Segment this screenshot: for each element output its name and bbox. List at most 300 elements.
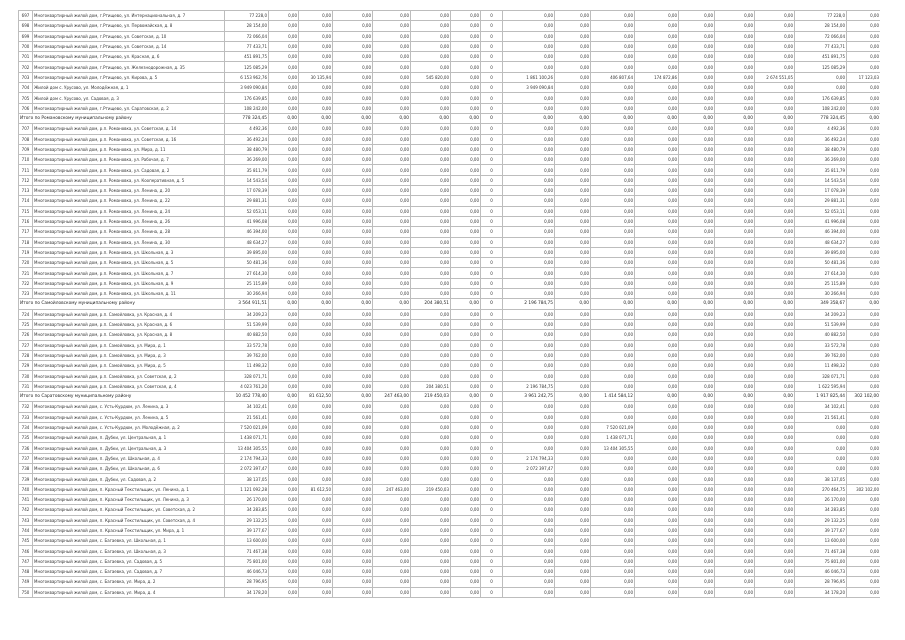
value-cell: 0 <box>481 391 503 401</box>
value-cell: 0,00 <box>715 422 755 432</box>
value-cell: 0,00 <box>269 31 299 41</box>
value-cell: 0,00 <box>755 206 795 216</box>
value-cell: 0,00 <box>333 319 373 329</box>
value-cell: 1 861 100,26 <box>503 72 555 82</box>
value-cell: 0 <box>481 227 503 237</box>
value-cell: 0,00 <box>555 72 591 82</box>
value-cell: 0,00 <box>451 391 481 401</box>
value-cell: 0,00 <box>333 443 373 453</box>
value-cell: 0,00 <box>755 52 795 62</box>
value-cell: 11 498,32 <box>225 361 269 371</box>
value-cell: 0,00 <box>555 83 591 93</box>
value-cell: 0,00 <box>299 381 333 391</box>
value-cell: 0,00 <box>847 299 881 309</box>
value-cell: 0 <box>481 381 503 391</box>
value-cell: 0,00 <box>635 577 679 587</box>
value-cell: 0,00 <box>715 237 755 247</box>
value-cell: 176 639,85 <box>795 93 847 103</box>
value-cell: 0,00 <box>503 505 555 515</box>
value-cell: 0,00 <box>755 31 795 41</box>
value-cell: 0,00 <box>755 165 795 175</box>
value-cell: 0 <box>481 247 503 257</box>
value-cell: 0,00 <box>411 422 451 432</box>
value-cell: 0,00 <box>503 124 555 134</box>
value-cell: 0,00 <box>679 433 715 443</box>
table-row <box>19 247 881 257</box>
value-cell: 0,00 <box>451 525 481 535</box>
value-cell: 0,00 <box>847 11 881 21</box>
value-cell: 0,00 <box>503 113 555 123</box>
value-cell: 0,00 <box>635 381 679 391</box>
value-cell: 0,00 <box>373 103 411 113</box>
value-cell: 0,00 <box>679 289 715 299</box>
value-cell: 247 463,00 <box>373 484 411 494</box>
table-row <box>19 268 881 278</box>
value-cell: 0,00 <box>333 371 373 381</box>
value-cell: 0 <box>481 278 503 288</box>
value-cell: 0,00 <box>795 433 847 443</box>
value-cell: 0,00 <box>451 216 481 226</box>
value-cell: 0,00 <box>679 93 715 103</box>
value-cell: 0,00 <box>299 371 333 381</box>
row-number: 735 <box>19 433 33 443</box>
table-row <box>19 464 881 474</box>
value-cell: 0,00 <box>847 402 881 412</box>
value-cell: 0,00 <box>715 11 755 21</box>
value-cell: 0,00 <box>411 515 451 525</box>
value-cell: 0,00 <box>555 134 591 144</box>
value-cell: 0,00 <box>411 196 451 206</box>
value-cell: 0,00 <box>373 515 411 525</box>
value-cell: 0,00 <box>715 31 755 41</box>
value-cell: 0,00 <box>715 155 755 165</box>
value-cell: 0,00 <box>755 268 795 278</box>
value-cell: 0,00 <box>555 124 591 134</box>
value-cell: 0,00 <box>333 433 373 443</box>
value-cell: 28 796,95 <box>795 577 847 587</box>
value-cell: 0,00 <box>755 309 795 319</box>
table-row <box>19 361 881 371</box>
value-cell: 0,00 <box>755 546 795 556</box>
value-cell: 0 <box>481 72 503 82</box>
value-cell: 36 269,00 <box>225 155 269 165</box>
value-cell: 0,00 <box>503 556 555 566</box>
value-cell: 0,00 <box>591 525 635 535</box>
value-cell: 0,00 <box>847 350 881 360</box>
value-cell: 0,00 <box>847 237 881 247</box>
value-cell: 0,00 <box>715 72 755 82</box>
value-cell: 0,00 <box>269 144 299 154</box>
value-cell: 0,00 <box>503 93 555 103</box>
section-total-row <box>19 391 881 401</box>
value-cell: 0,00 <box>591 62 635 72</box>
table-row <box>19 52 881 62</box>
value-cell: 0,00 <box>847 196 881 206</box>
address-cell: Многоквартирный жилой дом, р.п. Самойловка, ул. Мира, д. 5 <box>33 361 225 371</box>
address-cell: Многоквартирный жилой дом, п. Красный Текстильщик, ул. Советская, д. 2 <box>33 505 225 515</box>
value-cell: 0,00 <box>591 206 635 216</box>
address-cell: Многоквартирный жилой дом, г.Ртищево, ул. Саратовская, д. 2 <box>33 103 225 113</box>
value-cell: 0,00 <box>299 196 333 206</box>
value-cell: 0,00 <box>299 41 333 51</box>
value-cell: 0,00 <box>679 247 715 257</box>
value-cell: 75 801,00 <box>795 556 847 566</box>
value-cell: 2 174 794,33 <box>503 453 555 463</box>
value-cell: 17 078,39 <box>225 186 269 196</box>
value-cell: 0,00 <box>451 453 481 463</box>
value-cell: 0,00 <box>679 72 715 82</box>
value-cell: 0 <box>481 52 503 62</box>
value-cell: 0,00 <box>591 278 635 288</box>
value-cell: 0,00 <box>635 391 679 401</box>
value-cell: 0,00 <box>451 484 481 494</box>
value-cell: 0,00 <box>333 567 373 577</box>
value-cell: 0,00 <box>411 494 451 504</box>
value-cell: 0,00 <box>333 505 373 515</box>
row-number: 705 <box>19 93 33 103</box>
address-cell: Многоквартирный жилой дом, р.п. Романовка, ул. Школьная, д. 3 <box>33 247 225 257</box>
row-number: 710 <box>19 155 33 165</box>
value-cell: 0,00 <box>373 175 411 185</box>
address-cell: Многоквартирный жилой дом, с. Багаевка, ул. Садовая, д. 7 <box>33 567 225 577</box>
value-cell: 0,00 <box>411 371 451 381</box>
section-total-row <box>19 299 881 309</box>
value-cell: 0,00 <box>411 31 451 41</box>
value-cell: 0,00 <box>411 113 451 123</box>
value-cell: 0,00 <box>451 536 481 546</box>
value-cell: 0,00 <box>635 567 679 577</box>
address-cell: Многоквартирный жилой дом, р.п. Романовка, ул. Школьная, д. 7 <box>33 268 225 278</box>
value-cell: 0,00 <box>635 144 679 154</box>
value-cell: 39 895,00 <box>225 247 269 257</box>
value-cell: 0,00 <box>299 340 333 350</box>
value-cell: 0,00 <box>635 134 679 144</box>
value-cell: 0,00 <box>503 31 555 41</box>
value-cell: 0,00 <box>635 175 679 185</box>
value-cell: 0,00 <box>555 525 591 535</box>
value-cell: 0 <box>481 525 503 535</box>
value-cell: 27 614,30 <box>795 268 847 278</box>
value-cell: 0,00 <box>847 289 881 299</box>
value-cell: 48 634,27 <box>225 237 269 247</box>
value-cell: 0,00 <box>847 443 881 453</box>
value-cell: 34 209,23 <box>225 309 269 319</box>
address-cell: Многоквартирный жилой дом, р.п. Романовка, ул. Мира, д. 11 <box>33 144 225 154</box>
value-cell: 0,00 <box>503 443 555 453</box>
table-row <box>19 402 881 412</box>
value-cell: 0,00 <box>299 175 333 185</box>
value-cell: 0,00 <box>755 62 795 72</box>
value-cell: 0,00 <box>411 21 451 31</box>
value-cell: 0,00 <box>503 134 555 144</box>
value-cell: 0,00 <box>715 165 755 175</box>
value-cell: 0,00 <box>333 227 373 237</box>
value-cell: 0,00 <box>503 474 555 484</box>
value-cell: 46 394,00 <box>795 227 847 237</box>
value-cell: 0,00 <box>299 134 333 144</box>
value-cell: 0,00 <box>269 206 299 216</box>
value-cell: 0,00 <box>635 299 679 309</box>
value-cell: 30 135,94 <box>299 72 333 82</box>
value-cell: 3 961 242,75 <box>503 391 555 401</box>
value-cell: 0,00 <box>373 577 411 587</box>
value-cell: 0,00 <box>635 309 679 319</box>
value-cell: 0,00 <box>411 546 451 556</box>
value-cell: 0,00 <box>299 21 333 31</box>
value-cell: 0,00 <box>715 361 755 371</box>
value-cell: 51 539,99 <box>795 319 847 329</box>
value-cell: 0,00 <box>503 402 555 412</box>
table-row <box>19 453 881 463</box>
address-cell: Многоквартирный жилой дом, г.Ртищево, ул. Советская, д. 14 <box>33 41 225 51</box>
value-cell: 0,00 <box>591 402 635 412</box>
value-cell: 0,00 <box>715 402 755 412</box>
value-cell: 46 394,00 <box>225 227 269 237</box>
value-cell: 0,00 <box>451 62 481 72</box>
value-cell: 0,00 <box>333 124 373 134</box>
value-cell: 0,00 <box>269 474 299 484</box>
value-cell: 0 <box>481 494 503 504</box>
value-cell: 0,00 <box>333 289 373 299</box>
value-cell: 1 414 584,12 <box>591 391 635 401</box>
value-cell: 0,00 <box>847 505 881 515</box>
value-cell: 0,00 <box>715 62 755 72</box>
value-cell: 0,00 <box>755 484 795 494</box>
value-cell: 0,00 <box>333 299 373 309</box>
value-cell: 0,00 <box>635 474 679 484</box>
value-cell: 0,00 <box>503 433 555 443</box>
value-cell: 0,00 <box>847 412 881 422</box>
value-cell: 0,00 <box>591 577 635 587</box>
value-cell: 0,00 <box>299 206 333 216</box>
value-cell: 0,00 <box>503 330 555 340</box>
value-cell: 0,00 <box>503 361 555 371</box>
address-cell: Жилой дом с. Урусово, ул. Молодёжная, д. 1 <box>33 83 225 93</box>
value-cell: 0,00 <box>411 567 451 577</box>
value-cell: 778 324,45 <box>225 113 269 123</box>
address-cell: Многоквартирный жилой дом, п. Дубки, ул. Школьная, д. 4 <box>33 453 225 463</box>
value-cell: 0,00 <box>591 196 635 206</box>
value-cell: 0,00 <box>333 391 373 401</box>
value-cell: 21 561,41 <box>225 412 269 422</box>
value-cell: 0,00 <box>715 258 755 268</box>
value-cell: 0,00 <box>503 103 555 113</box>
value-cell: 0,00 <box>299 237 333 247</box>
value-cell: 0,00 <box>451 361 481 371</box>
value-cell: 0,00 <box>299 330 333 340</box>
value-cell: 1 438 071,71 <box>591 433 635 443</box>
value-cell: 0,00 <box>411 93 451 103</box>
value-cell: 2 196 784,75 <box>503 381 555 391</box>
address-cell: Многоквартирный жилой дом, р.п. Романовка, ул. Ленина, д. 26 <box>33 216 225 226</box>
value-cell: 0,00 <box>555 186 591 196</box>
value-cell: 0,00 <box>503 206 555 216</box>
value-cell: 0 <box>481 371 503 381</box>
value-cell: 0,00 <box>679 474 715 484</box>
value-cell: 0,00 <box>269 258 299 268</box>
value-cell: 0,00 <box>679 536 715 546</box>
value-cell: 0,00 <box>269 350 299 360</box>
value-cell: 0,00 <box>269 381 299 391</box>
value-cell: 0,00 <box>679 381 715 391</box>
value-cell: 0,00 <box>373 433 411 443</box>
value-cell: 0,00 <box>847 41 881 51</box>
value-cell: 0,00 <box>847 268 881 278</box>
row-number: 746 <box>19 546 33 556</box>
value-cell: 0,00 <box>847 319 881 329</box>
value-cell: 0 <box>481 556 503 566</box>
value-cell: 40 882,50 <box>225 330 269 340</box>
value-cell: 0,00 <box>299 515 333 525</box>
table-row <box>19 371 881 381</box>
value-cell: 0 <box>481 186 503 196</box>
value-cell: 0,00 <box>411 587 451 597</box>
value-cell: 0,00 <box>755 83 795 93</box>
value-cell: 0,00 <box>755 422 795 432</box>
value-cell: 0,00 <box>635 258 679 268</box>
value-cell: 0,00 <box>679 402 715 412</box>
value-cell: 0,00 <box>795 464 847 474</box>
value-cell: 0,00 <box>451 113 481 123</box>
address-cell: Многоквартирный жилой дом, с. Багаевка, ул. Школьная, д. 1 <box>33 536 225 546</box>
value-cell: 0,00 <box>451 21 481 31</box>
value-cell: 35 811,79 <box>795 165 847 175</box>
row-number: 715 <box>19 206 33 216</box>
value-cell: 34 283,85 <box>225 505 269 515</box>
value-cell: 0 <box>481 206 503 216</box>
value-cell: 0,00 <box>679 113 715 123</box>
value-cell: 0,00 <box>373 93 411 103</box>
value-cell: 0,00 <box>847 577 881 587</box>
value-cell: 176 639,85 <box>225 93 269 103</box>
value-cell: 34 178,20 <box>225 587 269 597</box>
value-cell: 0,00 <box>755 515 795 525</box>
value-cell: 0 <box>481 144 503 154</box>
value-cell: 0,00 <box>755 391 795 401</box>
value-cell: 0,00 <box>847 340 881 350</box>
value-cell: 46 046,73 <box>795 567 847 577</box>
value-cell: 0,00 <box>591 412 635 422</box>
table-row <box>19 350 881 360</box>
value-cell: 0,00 <box>333 175 373 185</box>
value-cell: 0,00 <box>715 144 755 154</box>
value-cell: 29 132,25 <box>795 515 847 525</box>
value-cell: 3 949 090,84 <box>225 83 269 93</box>
address-cell: Многоквартирный жилой дом, р.п. Самойловка, ул. Мира, д. 1 <box>33 340 225 350</box>
value-cell: 0,00 <box>299 83 333 93</box>
row-number: 714 <box>19 196 33 206</box>
value-cell: 0,00 <box>679 391 715 401</box>
value-cell: 0,00 <box>755 11 795 21</box>
value-cell: 0,00 <box>451 31 481 41</box>
value-cell: 0 <box>481 587 503 597</box>
row-number: 729 <box>19 361 33 371</box>
value-cell: 0,00 <box>635 31 679 41</box>
value-cell: 0,00 <box>715 124 755 134</box>
value-cell: 0,00 <box>591 319 635 329</box>
value-cell: 0 <box>481 309 503 319</box>
row-number: 719 <box>19 247 33 257</box>
value-cell: 0,00 <box>635 433 679 443</box>
value-cell: 0,00 <box>635 21 679 31</box>
value-cell: 0,00 <box>333 52 373 62</box>
value-cell: 0,00 <box>555 196 591 206</box>
value-cell: 0,00 <box>591 350 635 360</box>
value-cell: 34 102,41 <box>795 402 847 412</box>
value-cell: 0,00 <box>269 247 299 257</box>
value-cell: 0,00 <box>451 309 481 319</box>
value-cell: 0,00 <box>269 464 299 474</box>
value-cell: 0,00 <box>299 546 333 556</box>
value-cell: 0,00 <box>679 567 715 577</box>
value-cell: 0,00 <box>269 536 299 546</box>
value-cell: 0,00 <box>591 155 635 165</box>
row-number: 712 <box>19 175 33 185</box>
value-cell: 0,00 <box>555 381 591 391</box>
value-cell: 0,00 <box>715 340 755 350</box>
table-row <box>19 546 881 556</box>
value-cell: 0,00 <box>715 216 755 226</box>
value-cell: 0,00 <box>299 247 333 257</box>
value-cell: 0,00 <box>679 124 715 134</box>
table-row <box>19 165 881 175</box>
table-body <box>19 11 881 598</box>
value-cell: 0,00 <box>451 227 481 237</box>
value-cell: 0,00 <box>591 536 635 546</box>
value-cell: 0,00 <box>715 41 755 51</box>
address-cell: Многоквартирный жилой дом, п. Красный Текстильщик, ул. Советская, д. 4 <box>33 515 225 525</box>
value-cell: 0,00 <box>847 361 881 371</box>
value-cell: 0 <box>481 443 503 453</box>
address-cell: Многоквартирный жилой дом, р.п. Самойловка, ул. Красная, д. 4 <box>33 309 225 319</box>
value-cell: 39 177,67 <box>225 525 269 535</box>
value-cell: 0,00 <box>755 278 795 288</box>
address-cell: Многоквартирный жилой дом, п. Дубки, ул. Центральная, д. 3 <box>33 443 225 453</box>
value-cell: 0,00 <box>715 319 755 329</box>
value-cell: 0 <box>481 433 503 443</box>
value-cell: 0,00 <box>373 299 411 309</box>
address-cell: Многоквартирный жилой дом, п. Красный Текстильщик, ул. Мира, д. 1 <box>33 525 225 535</box>
row-number: 750 <box>19 587 33 597</box>
value-cell: 0,00 <box>411 41 451 51</box>
value-cell: 0,00 <box>299 402 333 412</box>
value-cell: 0,00 <box>269 289 299 299</box>
value-cell: 219 450,03 <box>411 484 451 494</box>
value-cell: 0,00 <box>715 309 755 319</box>
value-cell: 0,00 <box>715 278 755 288</box>
value-cell: 174 872,86 <box>635 72 679 82</box>
value-cell: 0,00 <box>269 330 299 340</box>
value-cell: 0,00 <box>411 453 451 463</box>
value-cell: 0,00 <box>847 309 881 319</box>
value-cell: 0,00 <box>269 186 299 196</box>
value-cell: 0,00 <box>411 237 451 247</box>
value-cell: 0,00 <box>847 556 881 566</box>
row-number: 711 <box>19 165 33 175</box>
value-cell: 0,00 <box>411 103 451 113</box>
table-row <box>19 587 881 597</box>
value-cell: 0,00 <box>795 83 847 93</box>
value-cell: 0,00 <box>373 289 411 299</box>
value-cell: 0,00 <box>679 144 715 154</box>
value-cell: 0,00 <box>411 433 451 443</box>
value-cell: 0,00 <box>635 330 679 340</box>
value-cell: 0,00 <box>715 186 755 196</box>
value-cell: 0,00 <box>715 433 755 443</box>
value-cell: 39 762,00 <box>225 350 269 360</box>
value-cell: 0,00 <box>591 453 635 463</box>
row-number: 700 <box>19 41 33 51</box>
